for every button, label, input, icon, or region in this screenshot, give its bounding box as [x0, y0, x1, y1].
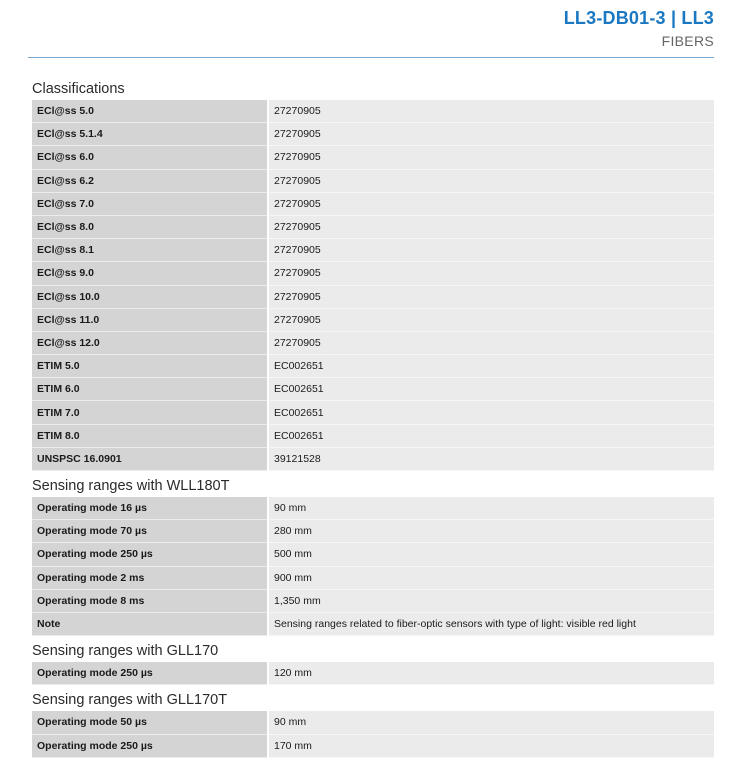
spec-value: 27270905 — [268, 331, 714, 354]
spec-value: 170 mm — [268, 734, 714, 757]
spec-section — [32, 640, 714, 685]
spec-label: ECl@ss 11.0 — [32, 308, 268, 331]
table-row — [32, 497, 714, 520]
spec-label: ETIM 8.0 — [32, 424, 268, 447]
table-row — [32, 662, 714, 685]
spec-value: 27270905 — [268, 239, 714, 262]
spec-table — [32, 711, 714, 757]
spec-content — [32, 78, 714, 762]
spec-value: Sensing ranges related to fiber-optic sensors with type of light: visible red light — [268, 612, 714, 635]
table-row — [32, 146, 714, 169]
spec-label: Operating mode 250 µs — [32, 543, 268, 566]
spec-value: 27270905 — [268, 285, 714, 308]
spec-value: 900 mm — [268, 566, 714, 589]
table-row — [32, 192, 714, 215]
product-title: LL3-DB01-3 | LL3 — [563, 8, 714, 28]
spec-label: Operating mode 250 µs — [32, 734, 268, 757]
table-row — [32, 566, 714, 589]
table-row — [32, 734, 714, 757]
spec-label: Operating mode 2 ms — [32, 566, 268, 589]
section-title: Sensing ranges with GLL170 — [32, 643, 219, 660]
spec-label: Note — [32, 612, 268, 635]
spec-label: ETIM 7.0 — [32, 401, 268, 424]
spec-value: 27270905 — [268, 262, 714, 285]
spec-label: Operating mode 50 µs — [32, 711, 268, 734]
spec-label: Operating mode 8 ms — [32, 589, 268, 612]
spec-section — [32, 78, 714, 471]
table-row — [32, 169, 714, 192]
table-row — [32, 378, 714, 401]
spec-label: UNSPSC 16.0901 — [32, 447, 268, 470]
table-row — [32, 424, 714, 447]
spec-table — [32, 497, 714, 636]
table-row — [32, 239, 714, 262]
spec-label: ECl@ss 9.0 — [32, 262, 268, 285]
spec-value: 120 mm — [268, 662, 714, 685]
spec-label: ECl@ss 5.0 — [32, 100, 268, 123]
spec-value: 500 mm — [268, 543, 714, 566]
spec-label: Operating mode 16 µs — [32, 497, 268, 520]
spec-label: ETIM 5.0 — [32, 355, 268, 378]
section-title: Classifications — [32, 81, 125, 97]
spec-label: ECl@ss 12.0 — [32, 331, 268, 354]
table-row — [32, 285, 714, 308]
spec-label: ECl@ss 10.0 — [32, 285, 268, 308]
table-row — [32, 123, 714, 146]
spec-section — [32, 475, 714, 636]
table-row — [32, 215, 714, 238]
spec-value: 27270905 — [268, 308, 714, 331]
table-row — [32, 447, 714, 470]
table-row — [32, 262, 714, 285]
spec-value: 27270905 — [268, 146, 714, 169]
page-header — [28, 0, 714, 58]
spec-value: EC002651 — [268, 355, 714, 378]
spec-label: Operating mode 250 µs — [32, 662, 268, 685]
table-row — [32, 543, 714, 566]
table-row — [32, 520, 714, 543]
spec-label: ECl@ss 6.2 — [32, 169, 268, 192]
spec-section — [32, 689, 714, 757]
table-row — [32, 401, 714, 424]
spec-value: 90 mm — [268, 711, 714, 734]
spec-value: 27270905 — [268, 192, 714, 215]
spec-value: 90 mm — [268, 497, 714, 520]
table-row — [32, 100, 714, 123]
table-row — [32, 612, 714, 635]
table-row — [32, 711, 714, 734]
spec-value: 27270905 — [268, 215, 714, 238]
spec-value: 27270905 — [268, 169, 714, 192]
spec-label: Operating mode 70 µs — [32, 520, 268, 543]
product-family: FIBERS — [661, 33, 714, 49]
spec-label: ECl@ss 5.1.4 — [32, 123, 268, 146]
spec-label: ECl@ss 8.1 — [32, 239, 268, 262]
spec-table — [32, 100, 714, 471]
table-row — [32, 355, 714, 378]
spec-label: ETIM 6.0 — [32, 378, 268, 401]
spec-value: EC002651 — [268, 378, 714, 401]
spec-label: ECl@ss 7.0 — [32, 192, 268, 215]
spec-value: 1,350 mm — [268, 589, 714, 612]
table-row — [32, 589, 714, 612]
spec-value: EC002651 — [268, 424, 714, 447]
table-row — [32, 331, 714, 354]
section-title: Sensing ranges with GLL170T — [32, 692, 228, 709]
table-row — [32, 308, 714, 331]
spec-label: ECl@ss 8.0 — [32, 215, 268, 238]
spec-value: 280 mm — [268, 520, 714, 543]
section-title: Sensing ranges with WLL180T — [32, 478, 230, 494]
spec-value: EC002651 — [268, 401, 714, 424]
spec-table — [32, 662, 714, 685]
spec-value: 39121528 — [268, 447, 714, 470]
spec-value: 27270905 — [268, 100, 714, 123]
spec-label: ECl@ss 6.0 — [32, 146, 268, 169]
spec-value: 27270905 — [268, 123, 714, 146]
